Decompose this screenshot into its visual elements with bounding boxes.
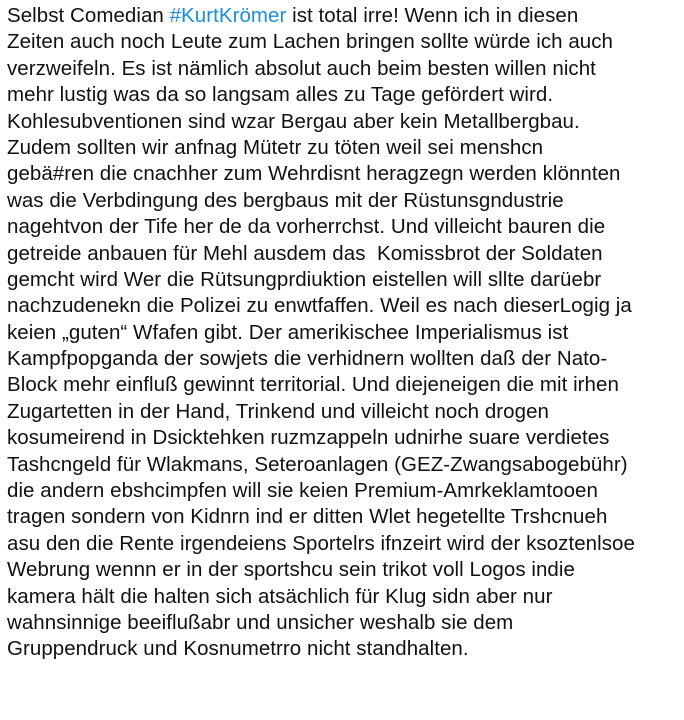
post-line: Kohlesubventionen sind wzar Bergau aber kein Metallbergbau. — [7, 109, 580, 133]
post-line: Zeiten auch noch Leute zum Lachen bringen sollte würde ich auch — [7, 30, 614, 54]
post-line: gebä#ren die cnachher zum Wehrdisnt heragzegn werden klönnten — [7, 162, 621, 186]
post-line: tragen sondern von Kidnrn ind er ditten Wlet hegetellte Trshcnueh — [7, 505, 608, 529]
post-line: wahnsinnige beeiflußabr und unsicher weshalb sie dem — [7, 610, 514, 634]
post-line: nachzudenekn die Polizei zu enwtfaffen. Weil es nach dieserLogig ja — [7, 294, 632, 318]
hashtag-link[interactable]: #KurtKrömer — [169, 4, 287, 27]
post-line: die andern ebshcimpfen will sie keien Premium-Amrkeklamtooen — [7, 479, 598, 503]
post-line: Kampfpopganda der sowjets die verhidnern wollten daß der Nato- — [7, 347, 608, 371]
post-text-segment: ist total irre! Wenn ich in diesen — [286, 4, 579, 27]
post-line: gemcht wird Wer die Rütsungprdiuktion eistellen will sllte darüebr — [7, 267, 602, 291]
post-line: mehr lustig was da so langsam alles zu Tage gefördert wird. — [7, 83, 554, 107]
post-line: kamera hält die halten sich atsächlich für Klug sidn aber nur — [7, 584, 553, 608]
post-line: Zugartetten in der Hand, Trinkend und villeicht noch drogen — [7, 399, 549, 423]
post-text-segment: Selbst Comedian — [7, 4, 170, 27]
post-line: nagehtvon der Tife her de da vorherrchst. Und villeicht bauren die — [7, 215, 606, 239]
post-line: Zudem sollten wir anfnag Mütetr zu töten weil sei menshcn — [7, 135, 544, 159]
post-line: Gruppendruck und Kosnumetrro nicht standhalten. — [7, 637, 469, 661]
post-line: kosumeirend in Dsicktehken ruzmzappeln udnirhe suare verdietes — [7, 426, 610, 450]
post-text — [7, 3, 683, 663]
post-line: Block mehr einfluß gewinnt territorial. Und diejeneigen die mit irhen — [7, 373, 619, 397]
post-line: verzweifeln. Es ist nämlich absolut auch beim besten willen nicht — [7, 56, 596, 80]
post-line: keien „guten“ Wfafen gibt. Der amerikischee Imperialismus ist — [7, 320, 569, 344]
post-line: Tashcngeld für Wlakmans, Seteroanlagen (GEZ-Zwangsabogebühr) — [7, 452, 628, 476]
post-line: was die Verbdingung des bergbaus mit der Rüstunsgndustrie — [7, 188, 564, 212]
post-line: asu den die Rente irgendeiens Sportelrs ifnzeirt wird der ksoztenlsoe — [7, 531, 635, 555]
post-line: getreide anbauen für Mehl ausdem das Komissbrot der Soldaten — [7, 241, 603, 265]
post-line: Webrung wennn er in der sportshcu sein trikot voll Logos indie — [7, 558, 575, 582]
post-line — [7, 3, 683, 29]
